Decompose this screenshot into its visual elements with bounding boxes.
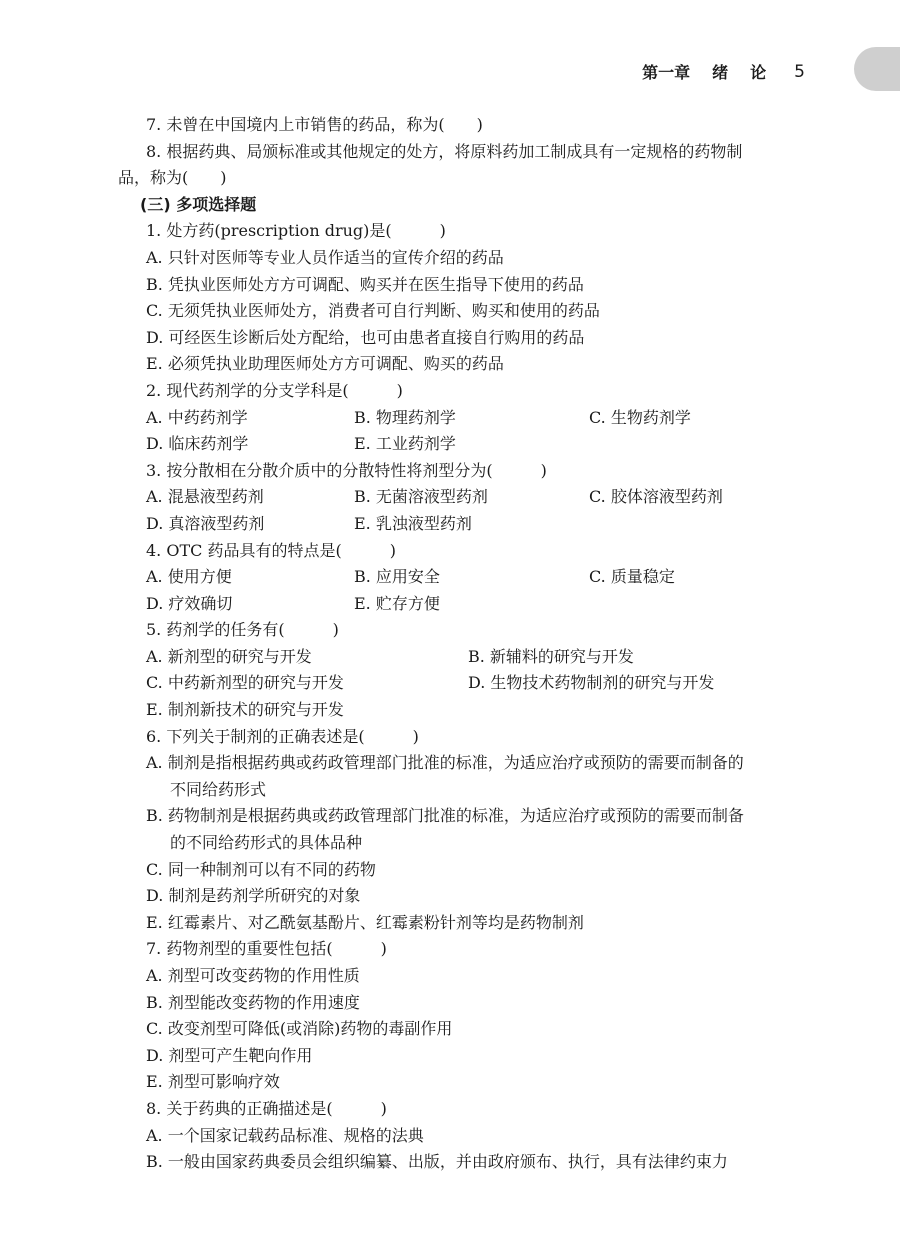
mq7-stem: 7. 药物剂型的重要性包括( ): [146, 939, 387, 959]
mq7-option-c: C. 改变剂型可降低(或消除)药物的毒副作用: [146, 1019, 453, 1039]
chapter-label: 第一章: [642, 63, 691, 82]
mq3-option-a: A. 混悬液型药剂: [146, 487, 264, 507]
page-content: [118, 112, 808, 1176]
mq1-option-d: D. 可经医生诊断后处方配给，也可由患者直接自行购用的药品: [146, 327, 585, 347]
mq6-option-a-line2: 不同给药形式: [170, 779, 267, 799]
mq1-option-a: A. 只针对医师等专业人员作适当的宣传介绍的药品: [146, 247, 504, 267]
mq2-option-a: A. 中药药剂学: [146, 407, 248, 427]
mq5-stem: 5. 药剂学的任务有( ): [146, 620, 339, 640]
mq6-option-e: E. 红霉素片、对乙酰氨基酚片、红霉素粉针剂等均是药物制剂: [146, 912, 584, 932]
mq5-options-row1: [118, 644, 808, 671]
mq3-option-d: D. 真溶液型药剂: [146, 513, 265, 533]
mq5-option-e: E. 制剂新技术的研究与开发: [146, 700, 344, 720]
mq2-stem: 2. 现代药剂学的分支学科是( ): [146, 380, 403, 400]
mq5-option-b: B. 新辅料的研究与开发: [468, 646, 634, 666]
mq2-options-row1: [118, 405, 808, 432]
page-number: 5: [794, 61, 805, 82]
question-single-8-line1: 8. 根据药典、局颁标准或其他规定的处方，将原料药加工制成具有一定规格的药物制: [146, 141, 743, 161]
mq1-option-c: C. 无须凭执业医师处方，消费者可自行判断、购买和使用的药品: [146, 301, 600, 321]
mq6-stem: 6. 下列关于制剂的正确表述是( ): [146, 726, 419, 746]
mq7-option-b: B. 剂型能改变药物的作用速度: [146, 992, 360, 1012]
mq6-option-d: D. 制剂是药剂学所研究的对象: [146, 886, 361, 906]
mq3-option-c: C. 胶体溶液型药剂: [589, 487, 723, 507]
question-single-8-line2: 品，称为( ): [118, 168, 227, 188]
mq6-option-a-line1: A. 制剂是指根据药典或药政管理部门批准的标准，为适应治疗或预防的需要而制备的: [146, 753, 744, 773]
mq2-option-b: B. 物理药剂学: [354, 407, 456, 427]
mq4-option-b: B. 应用安全: [354, 567, 440, 587]
mq5-option-c: C. 中药新剂型的研究与开发: [146, 673, 344, 693]
mq3-option-b: B. 无菌溶液型药剂: [354, 487, 488, 507]
mq4-stem: 4. OTC 药品具有的特点是( ): [146, 540, 396, 560]
mq6-option-c: C. 同一种制剂可以有不同的药物: [146, 859, 376, 879]
question-single-7: 7. 未曾在中国境内上市销售的药品，称为( ): [146, 115, 483, 134]
mq2-option-d: D. 临床药剂学: [146, 434, 249, 454]
mq7-option-a: A. 剂型可改变药物的作用性质: [146, 966, 360, 985]
mq6-option-b-line2: 的不同给药形式的具体品种: [170, 833, 363, 853]
mq4-options-row1: [118, 564, 808, 591]
mq3-options-row1: [118, 484, 808, 511]
mq5-options-row2: [118, 670, 808, 697]
mq2-options-row2: [118, 431, 808, 458]
mq5-option-d: D. 生物技术药物制剂的研究与开发: [468, 673, 715, 693]
mq1-option-b: B. 凭执业医师处方方可调配、购买并在医生指导下使用的药品: [146, 274, 584, 294]
mq4-option-d: D. 疗效确切: [146, 593, 233, 613]
mq3-options-row2: [118, 511, 808, 538]
chapter-edge-tab: [854, 47, 900, 91]
mq8-stem: 8. 关于药典的正确描述是( ): [146, 1098, 387, 1118]
section-title-multiple-choice: (三) 多项选择题: [140, 194, 257, 214]
mq4-options-row2: [118, 591, 808, 618]
chapter-name: 绪论: [712, 63, 789, 82]
mq7-option-e: E. 剂型可影响疗效: [146, 1072, 280, 1092]
mq3-option-e: E. 乳浊液型药剂: [354, 513, 472, 533]
mq4-option-e: E. 贮存方便: [354, 593, 440, 613]
mq5-option-a: A. 新剂型的研究与开发: [146, 646, 312, 666]
mq1-stem: 1. 处方药(prescription drug)是( ): [146, 221, 446, 241]
mq6-option-b-line1: B. 药物制剂是根据药典或药政管理部门批准的标准，为适应治疗或预防的需要而制备: [146, 806, 744, 826]
mq7-option-d: D. 剂型可产生靶向作用: [146, 1045, 313, 1065]
page-header: [642, 60, 805, 83]
mq8-option-a: A. 一个国家记载药品标准、规格的法典: [146, 1125, 424, 1145]
mq4-option-a: A. 使用方便: [146, 567, 232, 587]
mq2-option-c: C. 生物药剂学: [589, 407, 691, 427]
mq1-option-e: E. 必须凭执业助理医师处方方可调配、购买的药品: [146, 354, 504, 374]
mq4-option-c: C. 质量稳定: [589, 567, 675, 587]
mq3-stem: 3. 按分散相在分散介质中的分散特性将剂型分为( ): [146, 460, 547, 480]
mq2-option-e: E. 工业药剂学: [354, 434, 456, 454]
mq8-option-b: B. 一般由国家药典委员会组织编纂、出版，并由政府颁布、执行，具有法律约束力: [146, 1152, 728, 1172]
